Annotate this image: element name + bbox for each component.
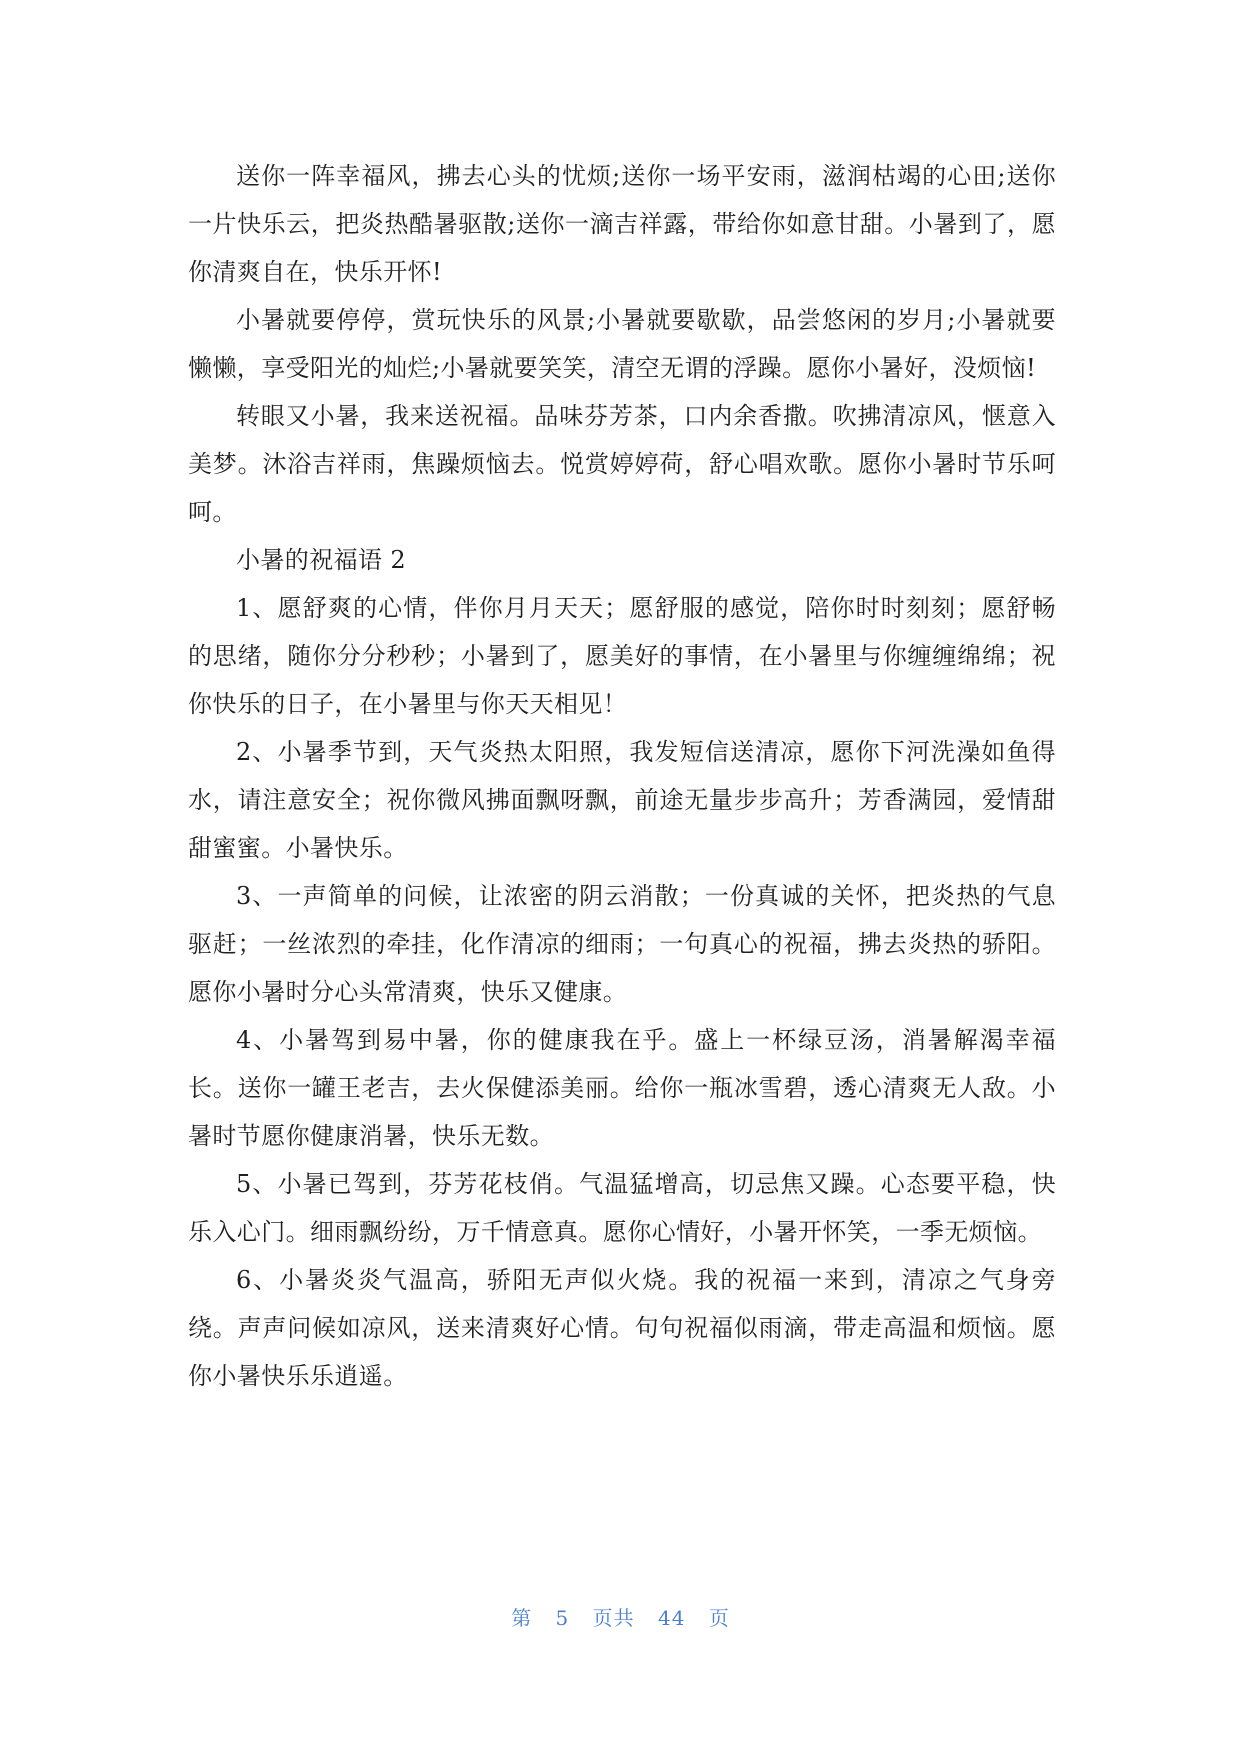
footer-prefix: 第 bbox=[511, 1606, 533, 1630]
numbered-paragraph: 5、小暑已驾到，芬芳花枝俏。气温猛增高，切忌焦又躁。心态要平稳，快乐入心门。细雨飘纷纷，万千情意真。愿你心情好，小暑开怀笑，一季无烦恼。 bbox=[188, 1170, 1056, 1246]
paragraph: 送你一阵幸福风，拂去心头的忧烦;送你一场平安雨，滋润枯竭的心田;送你一片快乐云，把炎热酷暑驱散;送你一滴吉祥露，带给你如意甘甜。小暑到了，愿你清爽自在，快乐开怀! bbox=[188, 162, 1056, 286]
section-heading: 小暑的祝福语 2 bbox=[236, 546, 407, 574]
numbered-paragraph: 2、小暑季节到，天气炎热太阳照，我发短信送清凉，愿你下河洗澡如鱼得水，请注意安全；祝你微风拂面飘呀飘，前途无量步步高升；芳香满园，爱情甜甜蜜蜜。小暑快乐。 bbox=[188, 738, 1056, 862]
paragraph: 转眼又小暑，我来送祝福。品味芬芳茶，口内余香撒。吹拂清凉风，惬意入美梦。沐浴吉祥雨，焦躁烦恼去。悦赏婷婷荷，舒心唱欢歌。愿你小暑时节乐呵呵。 bbox=[188, 402, 1056, 526]
document-body bbox=[188, 152, 1056, 1400]
numbered-paragraph: 4、小暑驾到易中暑，你的健康我在乎。盛上一杯绿豆汤，消暑解渴幸福长。送你一罐王老吉，去火保健添美丽。给你一瓶冰雪碧，透心清爽无人敌。小暑时节愿你健康消暑，快乐无数。 bbox=[188, 1026, 1056, 1150]
footer-middle: 页共 bbox=[592, 1606, 635, 1630]
numbered-paragraph: 3、一声简单的问候，让浓密的阴云消散；一份真诚的关怀，把炎热的气息驱赶；一丝浓烈的牵挂，化作清凉的细雨；一句真心的祝福，拂去炎热的骄阳。愿你小暑时分心头常清爽，快乐又健康。 bbox=[188, 882, 1056, 1006]
footer-suffix: 页 bbox=[708, 1606, 730, 1630]
numbered-paragraph: 6、小暑炎炎气温高，骄阳无声似火烧。我的祝福一来到，清凉之气身旁绕。声声问候如凉风，送来清爽好心情。句句祝福似雨滴，带走高温和烦恼。愿你小暑快乐乐逍遥。 bbox=[188, 1266, 1056, 1390]
footer-total-pages: 44 bbox=[658, 1606, 686, 1630]
numbered-paragraph: 1、愿舒爽的心情，伴你月月天天；愿舒服的感觉，陪你时时刻刻；愿舒畅的思绪，随你分分秒秒；小暑到了，愿美好的事情，在小暑里与你缠缠绵绵；祝你快乐的日子，在小暑里与你天天相见！ bbox=[188, 594, 1056, 718]
paragraph: 小暑就要停停，赏玩快乐的风景;小暑就要歇歇，品尝悠闲的岁月;小暑就要懒懒，享受阳光的灿烂;小暑就要笑笑，清空无谓的浮躁。愿你小暑好，没烦恼! bbox=[188, 306, 1056, 382]
page-footer bbox=[0, 1602, 1241, 1631]
footer-current-page: 5 bbox=[555, 1606, 570, 1630]
